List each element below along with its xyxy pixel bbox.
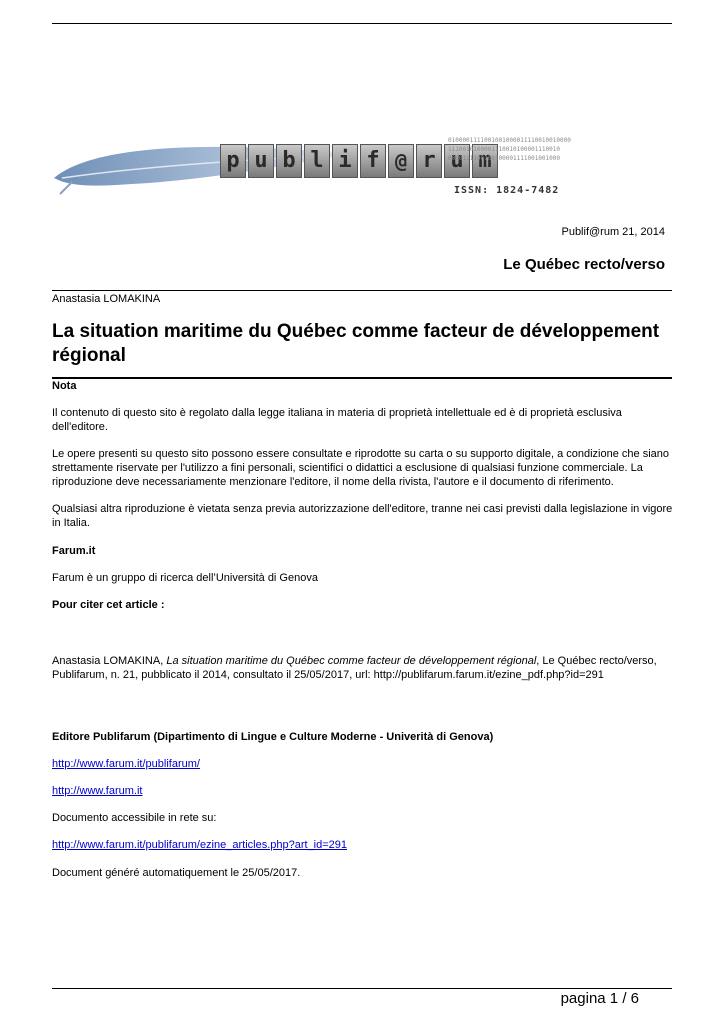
page-number: pagina 1 / 6 [560,990,639,1007]
text-line: in Italia. [52,517,90,529]
citation-author: Anastasia LOMAKINA, [52,655,167,667]
accessible-label: Documento accessibile in rete su: [52,812,217,824]
publifarum-logo [52,130,612,210]
issue-label: Publif@rum 21, 2014 [561,226,665,238]
citation-line-2: Publifarum, n. 21, pubblicato il 2014, consultato il 25/05/2017, url: http://publifarum.farum.it/ezine_pdf.php?id=291 [52,669,604,681]
title-rule [52,377,672,379]
farum-link[interactable]: http://www.farum.it [52,785,143,797]
logo-letter: i [332,144,358,178]
issn-label: ISSN: 1824-7482 [454,185,560,196]
article-title-line: régional [52,345,126,366]
citation-text [52,654,682,682]
logo-letter: u [248,144,274,178]
citation-title: La situation maritime du Québec comme facteur de développement régional [166,655,537,667]
binary-pattern-decoration: 0100001111001001000011110010010000 1110010100001110010100001110010 0000111100100100001111001001000 [448,137,571,162]
logo-letter: b [276,144,302,178]
farum-heading: Farum.it [52,545,96,557]
article-title [52,320,682,368]
top-rule [52,23,672,24]
logo-letter: r [416,144,442,178]
text-line: Qualsiasi altra riproduzione è vietata senza previa autorizzazione dell'editore, tranne nei casi previsti dalla legislazione in vigore [52,503,673,515]
publifarum-link[interactable]: http://www.farum.it/publifarum/ [52,758,200,770]
text-line: dell'editore. [52,421,108,433]
text-line: riproduzione deve necessariamente menzionare l'editore, il nome della rivista, l'autore e il documento di riferimento. [52,476,614,488]
generated-date: Document généré automatiquement le 25/05/2017. [52,867,301,879]
logo-letter: @ [388,144,414,178]
article-link[interactable]: http://www.farum.it/publifarum/ezine_articles.php?art_id=291 [52,839,348,851]
section-title: Le Québec recto/verso [503,256,665,273]
nota-paragraph-3 [52,502,677,530]
publisher-heading: Editore Publifarum (Dipartimento di Lingue e Culture Moderne - Univerità di Genova) [52,731,494,743]
logo-letter: l [304,144,330,178]
farum-description: Farum è un gruppo di ricerca dell’Università di Genova [52,572,318,584]
article-author: Anastasia LOMAKINA [52,293,161,305]
logo-letter: f [360,144,386,178]
footer-rule [52,988,672,989]
text-line: Il contenuto di questo sito è regolato dalla legge italiana in materia di proprietà intellettuale ed è di proprietà esclusiva [52,407,622,419]
nota-heading: Nota [52,380,77,392]
citation-journal: , Le Québec recto/verso, [536,655,657,667]
text-line: Le opere presenti su questo sito possono essere consultate e riprodotte su carta o su supporto digitale, a condizione che siano [52,448,669,460]
logo-letter: m [472,144,498,178]
nota-paragraph-2 [52,447,677,489]
section-rule [52,290,672,291]
citation-heading: Pour citer cet article : [52,599,165,611]
logo-letter: p [220,144,246,178]
nota-paragraph-1 [52,406,677,434]
citation-line-1 [52,654,682,668]
logo-letter: u [444,144,470,178]
article-title-line: La situation maritime du Québec comme facteur de développement [52,321,660,342]
text-line: strettamente riservate per l'utilizzo a fini personali, scientifici o didattici a esclusione di qualsiasi funzione commerciale. La [52,462,643,474]
